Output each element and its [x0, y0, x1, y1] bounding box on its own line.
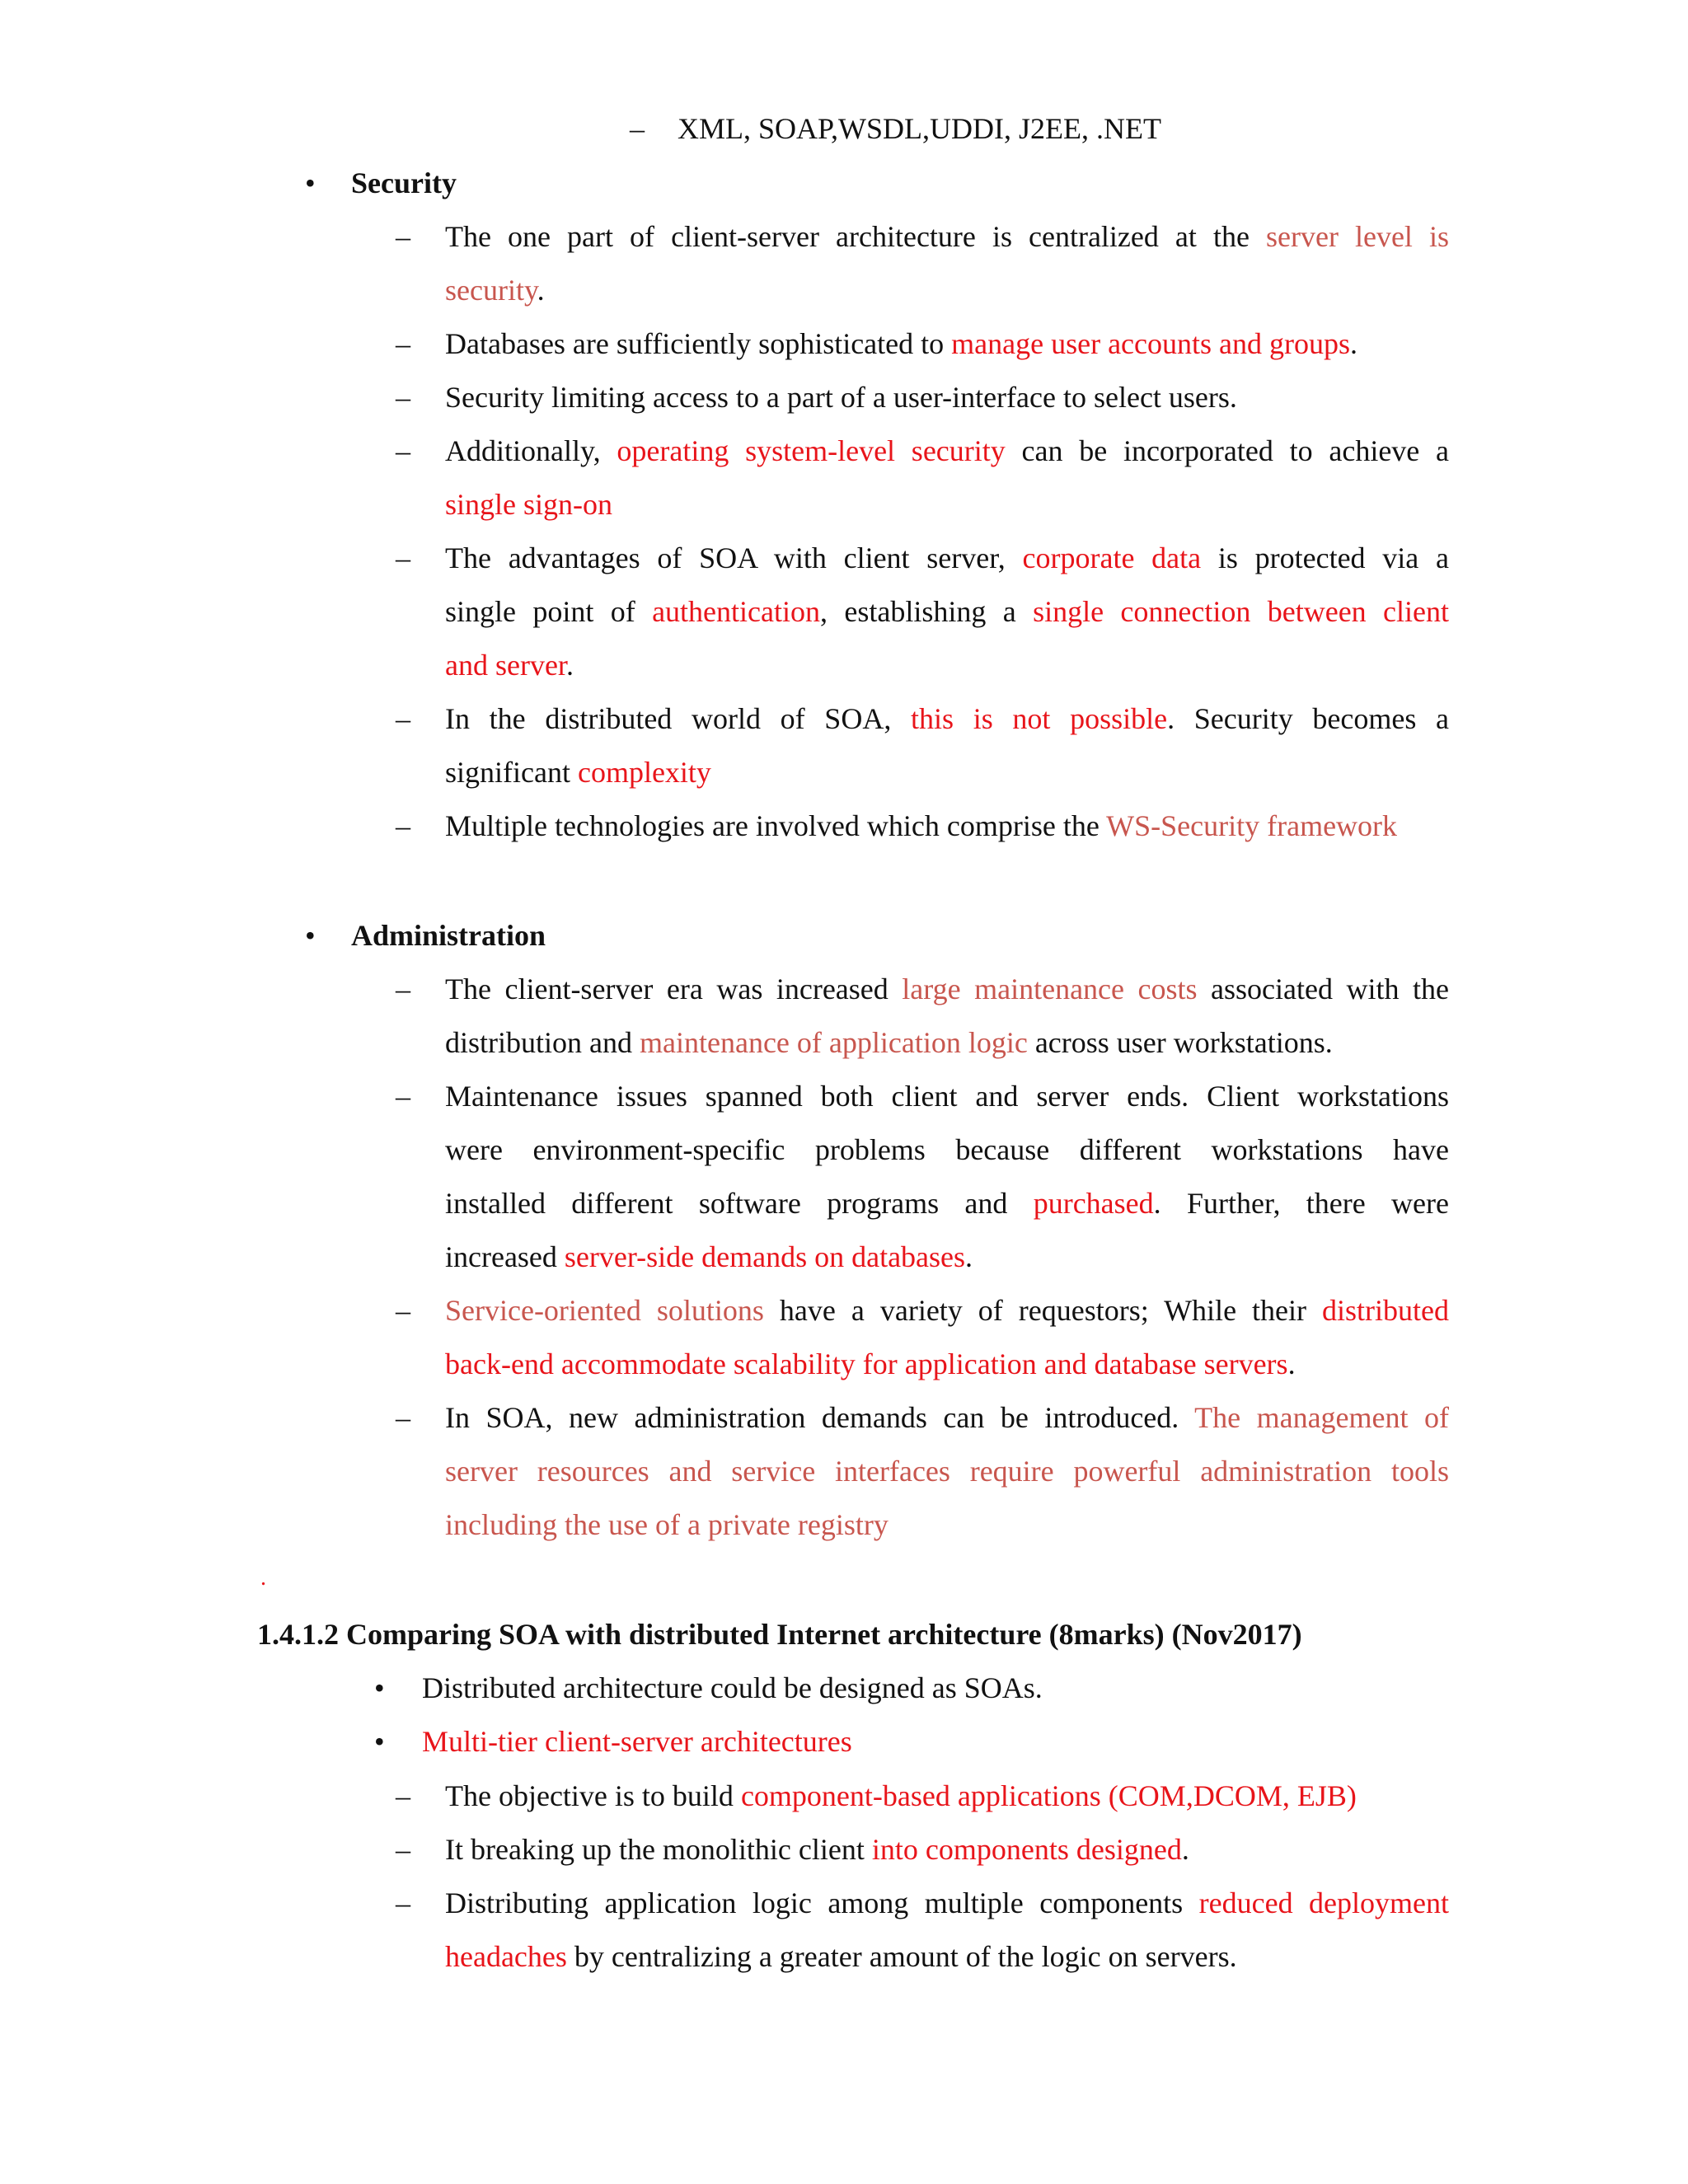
dash-marker: – — [396, 1294, 410, 1327]
dash-marker: – — [630, 112, 645, 145]
list-item-line — [445, 433, 1449, 469]
text-run: complexity — [577, 756, 711, 789]
text-run: and server — [445, 649, 566, 682]
dash-marker: – — [396, 434, 410, 467]
text-run: associated with the — [1197, 972, 1449, 1005]
bullet-item — [422, 1670, 1043, 1706]
dash-marker: – — [396, 1833, 410, 1866]
text-run: manage user accounts and groups — [951, 327, 1350, 360]
text-run: Service-oriented solutions — [445, 1294, 764, 1327]
text-run: distributed — [1322, 1294, 1449, 1327]
text-run: single connection between client — [1033, 595, 1449, 628]
text-run: Security limiting access to a part of a user-interface to select users. — [445, 381, 1237, 414]
text-run: corporate data — [1022, 541, 1202, 574]
dash-marker: – — [396, 1401, 410, 1434]
text-run: In the distributed world of SOA, — [445, 702, 912, 735]
text-run: . Further, there were — [1153, 1187, 1449, 1220]
dash-marker: – — [396, 702, 410, 735]
text-run: single point of — [445, 595, 653, 628]
text-run: The objective is to build — [445, 1779, 741, 1812]
list-item-line — [445, 971, 1449, 1007]
text-run: were environment-specific problems because different workstations have — [445, 1133, 1449, 1166]
text-run: can be incorporated to achieve a — [1005, 434, 1450, 467]
administration-heading: Administration — [351, 919, 546, 952]
list-item-line — [445, 1024, 1333, 1061]
list-item-line — [445, 1346, 1296, 1382]
text-run: server level is — [1265, 220, 1449, 253]
text-run: significant — [445, 756, 578, 789]
text-run: The one part of client-server architecture is centralized at the — [445, 220, 1266, 253]
text-run: . — [537, 274, 545, 307]
list-item-line — [445, 540, 1449, 576]
text-run: including the use of a private registry — [445, 1508, 889, 1541]
list-item-line — [445, 379, 1237, 415]
dash-marker: – — [396, 541, 410, 574]
security-heading: Security — [351, 166, 457, 199]
text-run: single sign-on — [445, 488, 612, 521]
text-run: operating system-level security — [617, 434, 1006, 467]
list-item-line — [445, 1239, 973, 1275]
list-item-line — [445, 218, 1449, 255]
dash-marker: – — [396, 809, 410, 842]
text-run: WS-Security framework — [1106, 809, 1398, 842]
bullet-marker: • — [305, 919, 316, 952]
text-run: is protected via a — [1201, 541, 1449, 574]
text-run: , establishing a — [820, 595, 1034, 628]
list-item-line — [445, 808, 1397, 844]
dash-marker: – — [396, 1779, 410, 1812]
list-item-line — [445, 701, 1449, 737]
section-heading: 1.4.1.2 Comparing SOA with distributed Internet architecture (8marks) (Nov2017) — [257, 1618, 1302, 1651]
text-run: large maintenance costs — [902, 972, 1198, 1005]
list-item-line — [445, 1078, 1449, 1114]
text-run: into components designed — [871, 1833, 1182, 1866]
dash-marker: – — [396, 972, 410, 1005]
text-run: maintenance of application logic — [640, 1026, 1028, 1059]
list-item-line — [445, 326, 1357, 362]
text-run: The advantages of SOA with client server, — [445, 541, 1023, 574]
text-run: reduced deployment — [1198, 1886, 1450, 1919]
text-run: . — [965, 1240, 973, 1273]
list-item-line — [445, 1399, 1449, 1436]
text-run: distribution and — [445, 1026, 640, 1059]
text-run: server resources and service interfaces require powerful administration tools — [445, 1455, 1449, 1488]
text-run: this is not possible — [911, 702, 1168, 735]
text-run: The client-server era was increased — [445, 972, 903, 1005]
dash-marker: – — [396, 1080, 410, 1113]
text-run: . — [1181, 1833, 1189, 1866]
list-item-line — [445, 754, 711, 790]
dash-marker: – — [396, 1886, 410, 1919]
text-run: security — [445, 274, 537, 307]
text-run: have a variety of requestors; While their — [763, 1294, 1323, 1327]
text-run: purchased — [1033, 1187, 1154, 1220]
list-item-line — [445, 1831, 1189, 1868]
text-run: by centralizing a greater amount of the logic on servers. — [566, 1940, 1237, 1973]
text-run: Maintenance issues spanned both client and server ends. Client workstations — [445, 1080, 1449, 1113]
text-run: server-side demands on databases — [564, 1240, 966, 1273]
text-run: It breaking up the monolithic client — [445, 1833, 872, 1866]
list-item-line — [445, 1778, 1357, 1814]
dash-marker: – — [396, 220, 410, 253]
text-run: component-based applications (COM,DCOM, EJB) — [740, 1779, 1357, 1812]
text-run: Multiple technologies are involved which comprise the — [445, 809, 1107, 842]
list-item-line — [445, 1132, 1449, 1168]
list-item-line — [445, 486, 612, 523]
text-run: installed different software programs and — [445, 1187, 1034, 1220]
text-run: across user workstations. — [1027, 1026, 1333, 1059]
text-run: In SOA, new administration demands can be introduced. — [445, 1401, 1195, 1434]
dash-marker: – — [396, 381, 410, 414]
text-run: back-end accommodate scalability for application and database servers — [445, 1347, 1288, 1380]
list-item-line — [445, 1453, 1449, 1489]
bullet-item — [422, 1723, 852, 1760]
text-run: The management of — [1194, 1401, 1449, 1434]
list-item-line — [445, 647, 574, 683]
top-line: XML, SOAP,WSDL,UDDI, J2EE, .NET — [678, 112, 1161, 145]
bullet-marker: • — [374, 1671, 385, 1704]
text-run: Distributed architecture could be designed as SOAs. — [422, 1671, 1043, 1704]
list-item-line — [445, 1185, 1449, 1221]
list-item-line — [445, 272, 545, 308]
text-run: headaches — [445, 1940, 567, 1973]
text-run: Distributing application logic among multiple components — [445, 1886, 1199, 1919]
stray-dot: . — [260, 1565, 266, 1591]
text-run: authentication — [652, 595, 821, 628]
text-run: Additionally, — [445, 434, 617, 467]
text-run: . Security becomes a — [1167, 702, 1450, 735]
text-run: Databases are sufficiently sophisticated to — [445, 327, 952, 360]
list-item-line — [445, 593, 1449, 630]
dash-marker: – — [396, 327, 410, 360]
list-item-line — [445, 1292, 1449, 1329]
text-run: . — [1350, 327, 1357, 360]
list-item-line — [445, 1507, 889, 1543]
text-run: . — [565, 649, 574, 682]
list-item-line — [445, 1938, 1237, 1975]
list-item-line — [445, 1885, 1449, 1921]
bullet-marker: • — [374, 1725, 385, 1758]
bullet-marker: • — [305, 166, 316, 199]
text-run: . — [1287, 1347, 1296, 1380]
text-run: Multi-tier client-server architectures — [422, 1725, 852, 1758]
text-run: increased — [445, 1240, 565, 1273]
